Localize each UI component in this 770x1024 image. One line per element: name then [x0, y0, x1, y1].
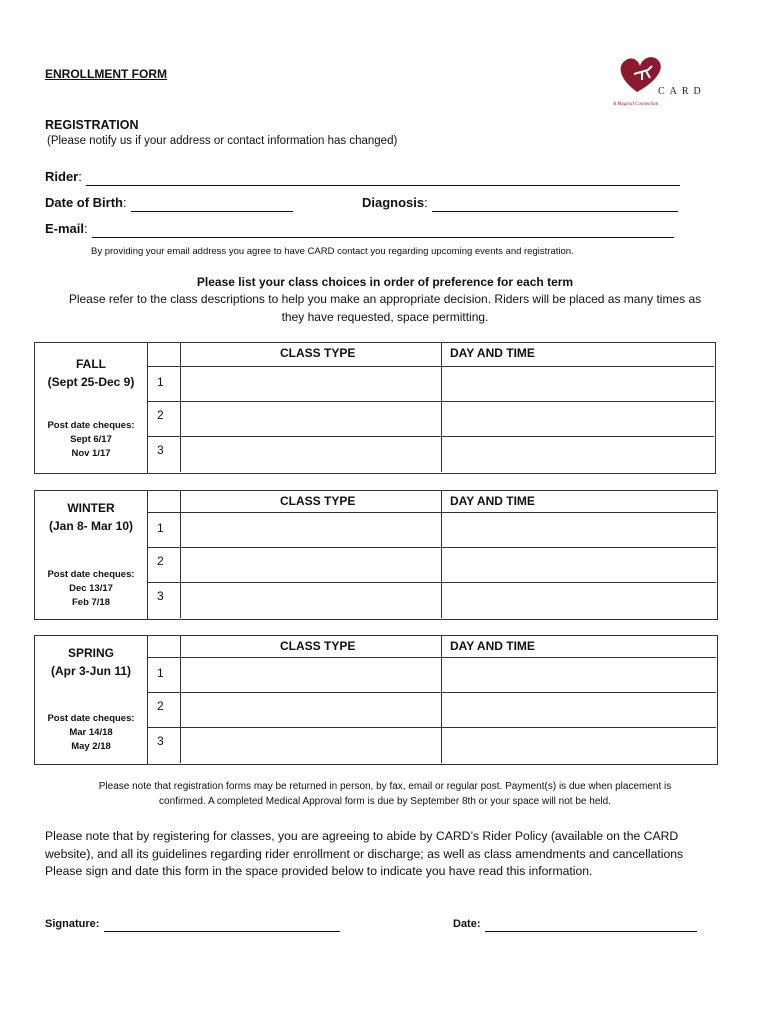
- choice-grid: [147, 491, 717, 619]
- day-time-input[interactable]: [442, 583, 716, 618]
- cheque-date-2: Feb 7/18: [71, 597, 111, 608]
- class-type-header: CLASS TYPE: [181, 636, 442, 658]
- cheque-date-1: Dec 13/17: [69, 583, 113, 594]
- post-date-label: Post date cheques:: [47, 420, 135, 431]
- instructions-line-2: they have requested, space permitting.: [281, 310, 489, 324]
- day-time-input[interactable]: [442, 658, 716, 693]
- instructions-line-1: Please refer to the class descriptions to help you make an appropriate decision. Riders will be placed as many times as: [68, 292, 702, 306]
- class-type-input[interactable]: [181, 437, 442, 472]
- choice-grid: [147, 343, 715, 473]
- class-type-input[interactable]: [181, 402, 442, 437]
- term-dates: (Apr 3-Jun 11): [50, 664, 131, 678]
- dob-field-row: [45, 194, 293, 212]
- choice-grid: [147, 636, 717, 764]
- choice-number: 2: [147, 693, 181, 728]
- day-time-input[interactable]: [442, 513, 716, 548]
- form-title: ENROLLMENT FORM: [45, 67, 167, 81]
- term-dates: (Sept 25-Dec 9): [47, 375, 135, 389]
- day-time-input[interactable]: [442, 728, 716, 763]
- cheque-date-2: May 2/18: [71, 741, 111, 752]
- rider-field-row: [45, 168, 685, 186]
- date-input-line[interactable]: [485, 917, 697, 932]
- dob-colon: :: [123, 195, 127, 210]
- class-type-input[interactable]: [181, 728, 442, 763]
- post-date-cheques: [35, 419, 147, 461]
- diagnosis-colon: :: [424, 195, 428, 210]
- signature-field-row: [45, 914, 340, 932]
- signature-input-line[interactable]: [104, 917, 340, 932]
- term-info-fall: [35, 343, 148, 473]
- choice-number: 3: [147, 583, 181, 618]
- diagnosis-label: Diagnosis: [362, 195, 425, 210]
- choice-header-blank: [147, 491, 181, 513]
- logo-wordmark: CARD: [658, 86, 706, 97]
- signature-label: Signature:: [45, 918, 100, 930]
- date-field-row: [453, 914, 697, 932]
- choice-number: 2: [147, 402, 181, 437]
- email-colon: :: [84, 221, 88, 236]
- term-name: WINTER: [67, 501, 115, 515]
- post-date-label: Post date cheques:: [47, 713, 135, 724]
- choice-header-blank: [147, 636, 181, 658]
- post-date-cheques: [35, 568, 147, 610]
- choice-number: 2: [147, 548, 181, 583]
- day-time-input[interactable]: [442, 693, 716, 728]
- class-type-input[interactable]: [181, 583, 442, 618]
- instructions-heading: Please list your class choices in order of preference for each term: [196, 275, 574, 289]
- term-table-winter: [34, 490, 718, 620]
- day-time-header: DAY AND TIME: [442, 343, 714, 367]
- day-time-input[interactable]: [442, 402, 714, 437]
- class-type-input[interactable]: [181, 513, 442, 548]
- dob-label: Date of Birth: [45, 195, 123, 210]
- logo-tagline: A Magical Connection: [613, 102, 659, 107]
- date-label: Date:: [453, 918, 481, 930]
- class-type-input[interactable]: [181, 548, 442, 583]
- term-table-spring: [34, 635, 718, 765]
- policy-line-1: Please note that by registering for classes, you are agreeing to abide by CARD’s Rider Policy (available on the CARD: [45, 829, 679, 843]
- cheque-date-1: Mar 14/18: [69, 727, 113, 738]
- class-type-header: CLASS TYPE: [181, 343, 442, 367]
- email-label: E-mail: [45, 221, 85, 236]
- term-dates: (Jan 8- Mar 10): [48, 519, 134, 533]
- diagnosis-field-row: [362, 194, 678, 212]
- rider-input-line[interactable]: [86, 171, 680, 186]
- cheque-date-2: Nov 1/17: [71, 448, 111, 459]
- term-name: SPRING: [67, 646, 114, 660]
- post-date-label: Post date cheques:: [47, 569, 135, 580]
- choice-header-blank: [147, 343, 181, 367]
- term-name: FALL: [76, 357, 106, 371]
- rider-colon: :: [78, 169, 82, 184]
- term-table-fall: [34, 342, 716, 474]
- diagnosis-input-line[interactable]: [432, 197, 678, 212]
- day-time-input[interactable]: [442, 437, 714, 472]
- return-note-line-1: Please note that registration forms may be returned in person, by fax, email or regular post. Payment(s) is due when placement is: [98, 781, 672, 792]
- day-time-input[interactable]: [442, 367, 714, 402]
- day-time-header: DAY AND TIME: [442, 636, 716, 658]
- choice-number: 1: [147, 513, 181, 548]
- post-date-cheques: [35, 712, 147, 754]
- email-field-row: [45, 220, 674, 238]
- class-type-input[interactable]: [181, 693, 442, 728]
- email-input-line[interactable]: [92, 223, 674, 238]
- term-info-spring: [35, 636, 148, 764]
- choice-number: 3: [147, 437, 181, 472]
- email-consent-note: By providing your email address you agree to have CARD contact you regarding upcoming events and registration.: [91, 246, 574, 257]
- choice-number: 1: [147, 658, 181, 693]
- return-note-line-2: confirmed. A completed Medical Approval form is due by September 8th or your space will not be held.: [159, 796, 611, 807]
- registration-note: (Please notify us if your address or contact information has changed): [47, 135, 398, 147]
- policy-line-3: Please sign and date this form in the space provided below to indicate you have read this information.: [45, 864, 593, 878]
- policy-line-2: website), and all its guidelines regarding rider enrollment or discharge; as well as class amendments and cancellations: [45, 847, 684, 861]
- cheque-date-1: Sept 6/17: [70, 434, 112, 445]
- choice-number: 3: [147, 728, 181, 763]
- class-type-header: CLASS TYPE: [181, 491, 442, 513]
- day-time-input[interactable]: [442, 548, 716, 583]
- class-type-input[interactable]: [181, 367, 442, 402]
- day-time-header: DAY AND TIME: [442, 491, 716, 513]
- dob-input-line[interactable]: [131, 197, 293, 212]
- choice-number: 1: [147, 367, 181, 402]
- rider-label: Rider: [45, 169, 79, 184]
- class-type-input[interactable]: [181, 658, 442, 693]
- term-info-winter: [35, 491, 148, 619]
- registration-heading: REGISTRATION: [45, 118, 139, 132]
